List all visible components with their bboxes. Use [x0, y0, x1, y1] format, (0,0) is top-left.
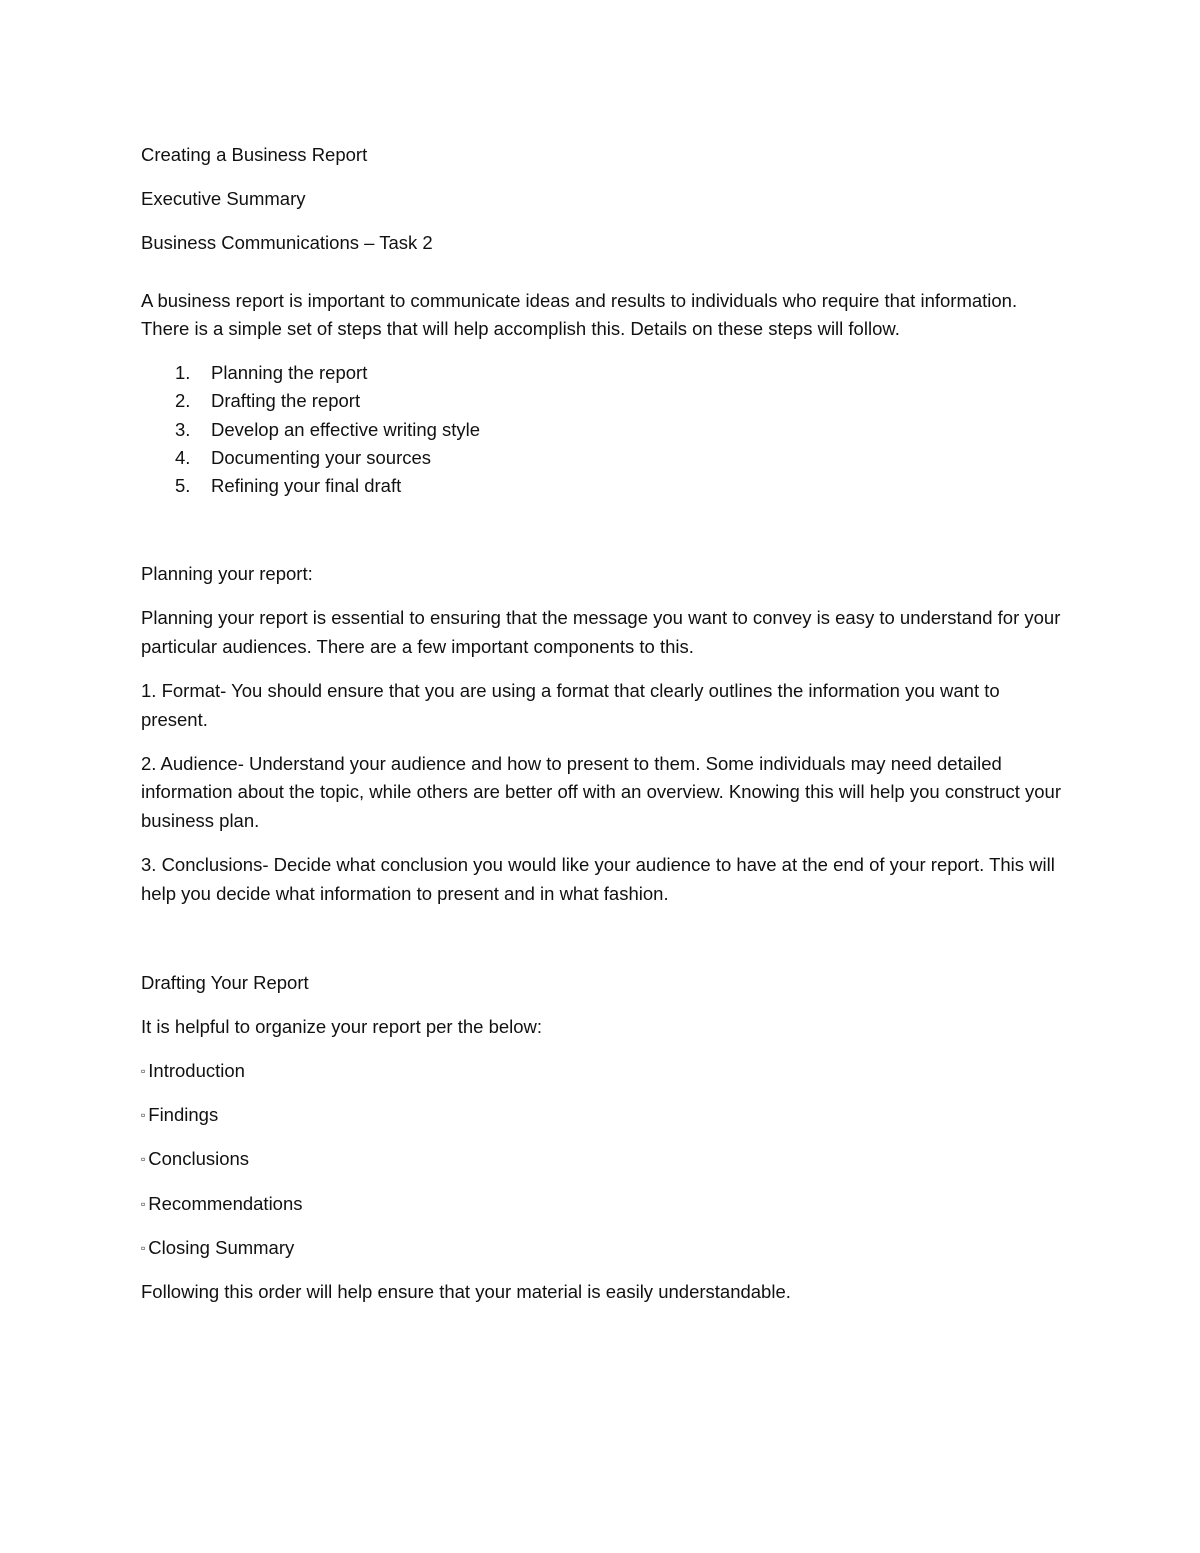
- bullet-item: [141, 1234, 1061, 1263]
- steps-list: [141, 359, 1061, 500]
- bullet-square-icon: ▫: [141, 1108, 146, 1123]
- bullet-item-text: Recommendations: [148, 1192, 303, 1214]
- drafting-closing: Following this order will help ensure that your material is easily understandable.: [141, 1281, 791, 1303]
- bullet-item: [141, 1101, 1061, 1130]
- list-item: [141, 472, 1061, 500]
- list-item-text: Develop an effective writing style: [211, 418, 481, 440]
- list-item-text: Planning the report: [211, 362, 368, 384]
- bullet-square-icon: ▫: [141, 1063, 146, 1078]
- bullet-item: [141, 1145, 1061, 1174]
- drafting-lead: It is helpful to organize your report per the below:: [141, 1015, 543, 1037]
- planning-paragraph: Planning your report is essential to ensuring that the message you want to convey is easy to understand for your particular audiences. There are a few important components to this.: [141, 607, 1061, 658]
- course-line: Business Communications – Task 2: [141, 232, 433, 253]
- planning-point-audience: 2. Audience- Understand your audience and how to present to them. Some individuals may need detailed information about the topic, while others are better off with an overview. Knowing this will help you construct your business plan.: [141, 752, 1062, 832]
- list-item: [141, 359, 1061, 387]
- list-number: 1.: [175, 362, 191, 384]
- bullet-item: [141, 1057, 1061, 1086]
- list-item-text: Refining your final draft: [211, 474, 402, 496]
- bullet-item-text: Conclusions: [148, 1148, 250, 1170]
- list-item: [141, 444, 1061, 472]
- bullet-square-icon: ▫: [141, 1240, 146, 1255]
- list-number: 4.: [175, 446, 191, 468]
- list-number: 5.: [175, 474, 191, 496]
- bullet-item: [141, 1190, 1061, 1219]
- list-item-text: Drafting the report: [211, 390, 361, 412]
- list-number: 3.: [175, 418, 191, 440]
- list-item: [141, 416, 1061, 444]
- bullet-square-icon: ▫: [141, 1152, 146, 1167]
- intro-paragraph: A business report is important to communicate ideas and results to individuals who require that information. There is a simple set of steps that will help accomplish this. Details on these steps will follow.: [141, 289, 1018, 340]
- document-title: Creating a Business Report: [141, 144, 368, 165]
- planning-point-format: 1. Format- You should ensure that you are using a format that clearly outlines the information you want to present.: [141, 680, 1000, 730]
- list-item-text: Documenting your sources: [211, 446, 432, 468]
- bullet-square-icon: ▫: [141, 1196, 146, 1211]
- list-number: 2.: [175, 390, 191, 412]
- bullet-item-text: Introduction: [148, 1059, 245, 1081]
- planning-point-conclusions: 3. Conclusions- Decide what conclusion you would like your audience to have at the end of your report. This will help you decide what information to present and in what fashion.: [141, 854, 1055, 904]
- planning-heading: Planning your report:: [141, 563, 313, 585]
- bullet-item-text: Closing Summary: [148, 1236, 295, 1258]
- document-subtitle: Executive Summary: [141, 188, 306, 209]
- drafting-heading: Drafting Your Report: [141, 971, 309, 993]
- bullet-item-text: Findings: [148, 1104, 219, 1126]
- list-item: [141, 387, 1061, 415]
- document-body: [141, 141, 1061, 1322]
